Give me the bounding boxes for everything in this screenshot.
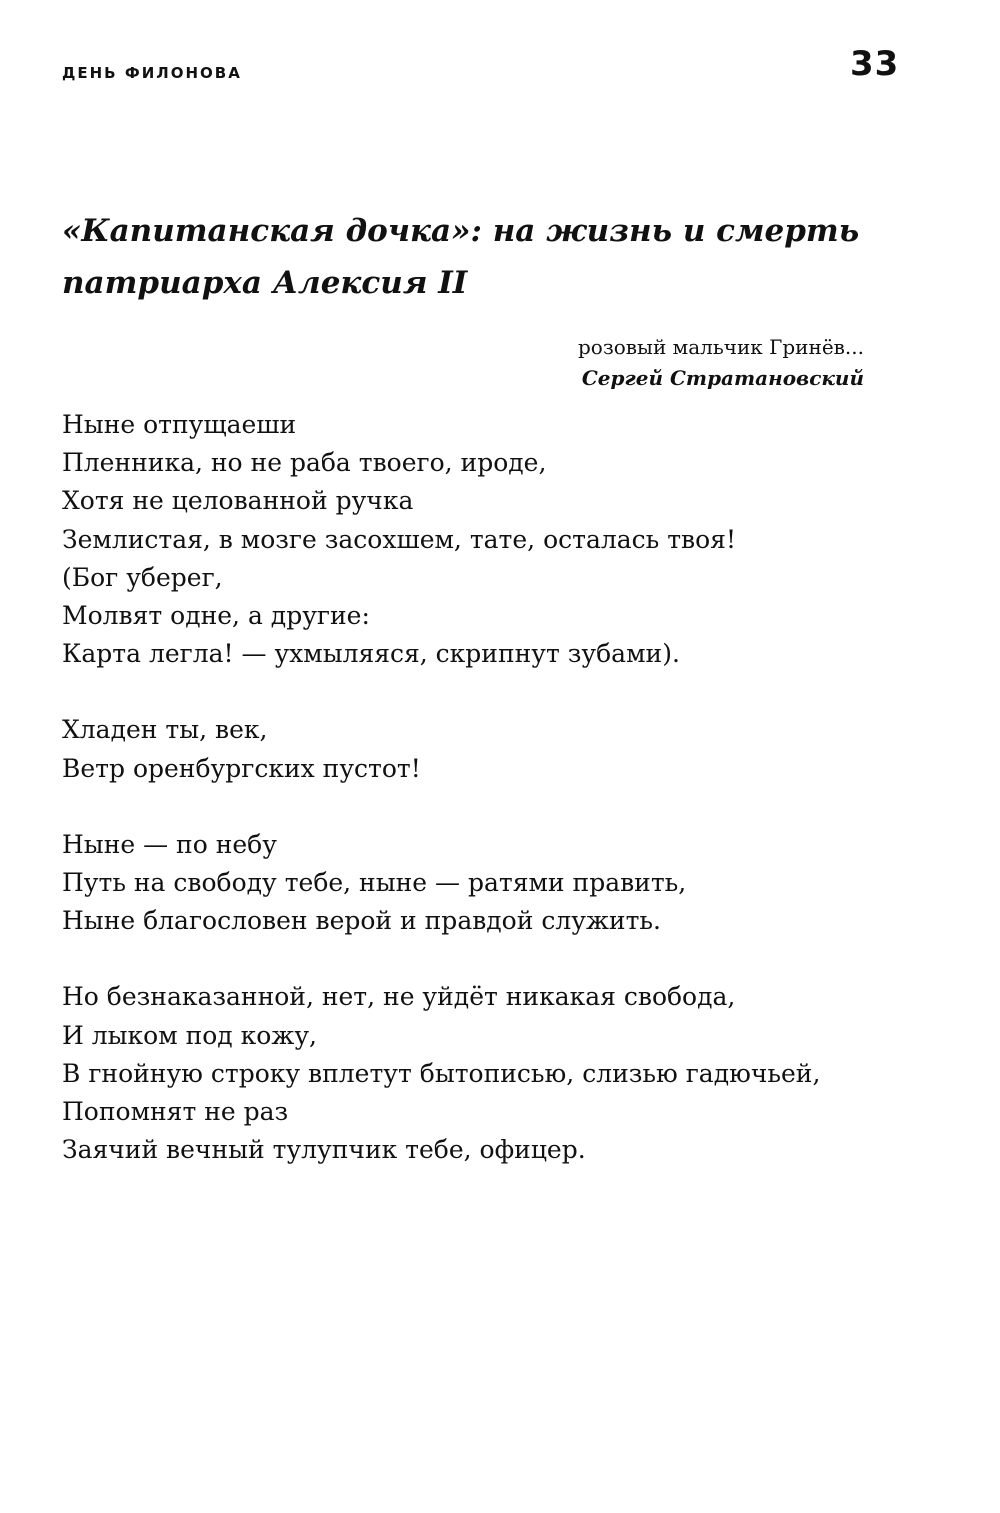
epigraph	[480, 332, 864, 394]
verse-line: Пленника, но не раба твоего, ироде,	[62, 448, 547, 478]
stanza	[62, 406, 942, 673]
verse-line: Заячий вечный тулупчик тебе, офицер.	[62, 1135, 586, 1165]
verse-line: Хладен ты, век,	[62, 715, 268, 745]
verse-line: Ныне отпущаеши	[62, 410, 297, 439]
verse-line: Землистая, в мозге засохшем, тате, осталась твоя!	[62, 524, 736, 554]
poem-title-line: патриарха Алексия II	[62, 265, 468, 301]
verse-line: Ныне благословен верой и правдой служить.	[62, 906, 661, 936]
epigraph-quote: розовый мальчик Гринёв...	[577, 335, 864, 359]
verse-line: И лыком под кожу,	[62, 1020, 317, 1050]
verse-line: Молвят одне, а другие:	[62, 601, 370, 631]
verse-line: Но безнаказанной, нет, не уйдёт никакая свобода,	[62, 982, 736, 1012]
stanza	[62, 978, 942, 1169]
verse-line: Ныне — по небу	[62, 829, 277, 859]
page-number: 33	[850, 44, 900, 84]
verse-line: В гнойную строку вплетут бытописью, слизью гадючьей,	[62, 1058, 821, 1088]
verse-line: Хотя не целованной ручка	[62, 486, 414, 516]
stanza	[62, 711, 942, 787]
verse-line: Ветр оренбургских пустот!	[62, 753, 421, 783]
verse-line: (Бог уберег,	[62, 562, 223, 592]
stanza	[62, 826, 942, 941]
poem-title	[62, 205, 942, 309]
running-header: ДЕНЬ ФИЛОНОВА	[62, 64, 242, 82]
poem-body	[62, 406, 942, 1207]
verse-line: Путь на свободу тебе, ныне — ратями править,	[62, 868, 687, 898]
verse-line: Карта легла! — ухмыляяся, скрипнут зубами).	[62, 639, 680, 669]
verse-line: Попомнят не раз	[62, 1097, 289, 1127]
epigraph-author: Сергей Стратановский	[581, 366, 864, 390]
poem-title-line: «Капитанская дочка»: на жизнь и смерть	[62, 213, 860, 249]
